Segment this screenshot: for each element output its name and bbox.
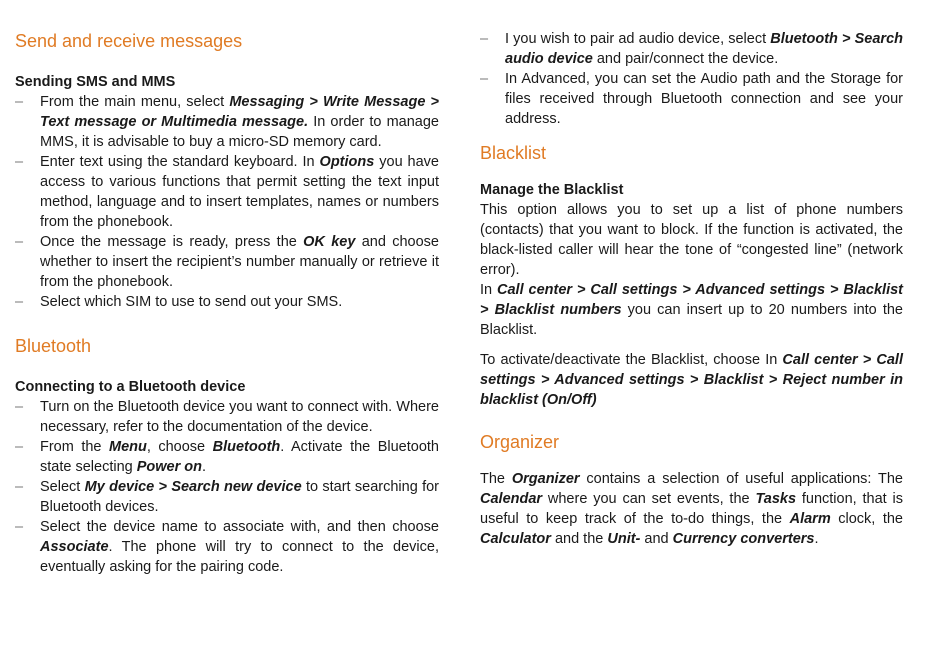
- organizer-section-title: Organizer: [480, 432, 560, 452]
- text-run: .: [814, 531, 819, 547]
- text-run: where you can set events, the: [542, 491, 756, 507]
- text-run: and the: [550, 531, 608, 547]
- emphasized-term: Call center > Call settings > Advanced settings > Blacklist > Reject number in blacklist (On/Off): [480, 352, 903, 408]
- text-run: To activate/deactivate the Blacklist, choose In: [480, 352, 783, 368]
- blacklist-activate-paragraph: [480, 350, 903, 410]
- list-item: [15, 92, 439, 152]
- emphasized-term: Tasks: [755, 491, 797, 507]
- text-run: In order to manage MMS, it is advisable to buy a micro-SD memory card.: [40, 114, 439, 150]
- text-run: . The phone will try to connect to the device, eventually asking for the pairing code.: [40, 539, 439, 575]
- emphasized-term: Messaging > Write Message > Text message or Multimedia message.: [40, 94, 439, 130]
- text-run: you have access to various functions that permit setting the text input method, language and to insert templates, names or numbers from the phonebook.: [40, 154, 440, 230]
- list-item: [480, 69, 903, 129]
- messages-section-title: Send and receive messages: [15, 31, 243, 51]
- list-item: [15, 397, 439, 437]
- blacklist-subheading: Manage the Blacklist: [480, 182, 624, 198]
- text-run: . Activate the Bluetooth state selecting: [40, 439, 440, 475]
- messages-subheading: Sending SMS and MMS: [15, 74, 176, 90]
- text-run: Select the device name to associate with, and then choose: [40, 519, 439, 535]
- emphasized-term: Call center > Call settings > Advanced settings > Blacklist > Blacklist numbers: [480, 282, 903, 318]
- text-run: In: [480, 282, 498, 298]
- text-run: Select: [40, 479, 85, 495]
- paragraph: [480, 280, 903, 340]
- emphasized-term: OK key: [303, 234, 356, 250]
- bluetooth-steps-list: [15, 397, 439, 577]
- text-run: Select which SIM to use to send out your SMS.: [40, 294, 343, 310]
- emphasized-term: Bluetooth: [212, 439, 281, 455]
- text-run: In Advanced, you can set the Audio path and the Storage for files received through Bluetooth connection and see your address.: [505, 71, 903, 127]
- emphasized-term: Power on: [136, 459, 202, 475]
- emphasized-term: My device > Search new device: [84, 479, 302, 495]
- text-run: , choose: [146, 439, 213, 455]
- text-run: clock, the: [830, 511, 903, 527]
- text-run: From the main menu, select: [40, 94, 230, 110]
- text-run: and: [640, 531, 673, 547]
- paragraph: [480, 200, 903, 280]
- emphasized-term: Associate: [40, 539, 109, 555]
- list-item: [15, 437, 439, 477]
- emphasized-term: Unit-: [607, 531, 641, 547]
- text-run: Turn on the Bluetooth device you want to connect with. Where necessary, refer to the documentation of the device.: [40, 399, 439, 435]
- list-item: [15, 232, 439, 292]
- text-run: Enter text using the standard keyboard. In: [40, 154, 320, 170]
- emphasized-term: Options: [319, 154, 375, 170]
- text-run: .: [202, 459, 207, 475]
- bluetooth-continued-list: [480, 29, 903, 129]
- emphasized-term: Calendar: [480, 491, 543, 507]
- emphasized-term: Organizer: [511, 471, 580, 487]
- emphasized-term: Alarm: [789, 511, 831, 527]
- text-run: to start searching for Bluetooth devices.: [40, 479, 439, 515]
- text-run: The: [480, 471, 512, 487]
- emphasized-term: Currency converters: [672, 531, 815, 547]
- text-run: function, that is useful to keep track of the to-do things, the: [480, 491, 904, 527]
- list-item: [15, 517, 439, 577]
- emphasized-term: Calculator: [480, 531, 551, 547]
- list-item: [15, 477, 439, 517]
- text-run: and choose whether to insert the recipient’s number manually or retrieve it from the phonebook.: [40, 234, 439, 290]
- bluetooth-subheading: Connecting to a Bluetooth device: [15, 379, 246, 395]
- text-run: contains a selection of useful applications: The: [579, 471, 903, 487]
- bluetooth-section-title: Bluetooth: [15, 336, 92, 356]
- messages-steps-list: [15, 92, 439, 312]
- text-run: This option allows you to set up a list of phone numbers (contacts) that you want to block. If the function is activated, the black-listed caller will hear the tone of “congested line” (network error).: [480, 202, 903, 278]
- text-run: you can insert up to 20 numbers into the Blacklist.: [480, 302, 903, 338]
- list-item: [15, 152, 439, 232]
- blacklist-section-title: Blacklist: [480, 143, 547, 163]
- emphasized-term: Menu: [108, 439, 147, 455]
- emphasized-term: Bluetooth > Search audio device: [505, 31, 904, 67]
- text-run: I you wish to pair ad audio device, select: [505, 31, 771, 47]
- list-item: [15, 292, 439, 312]
- text-run: and pair/connect the device.: [592, 51, 779, 67]
- blacklist-description: [480, 200, 903, 340]
- text-run: From the: [40, 439, 109, 455]
- organizer-description: [480, 469, 903, 549]
- text-run: Once the message is ready, press the: [40, 234, 304, 250]
- list-item: [480, 29, 903, 69]
